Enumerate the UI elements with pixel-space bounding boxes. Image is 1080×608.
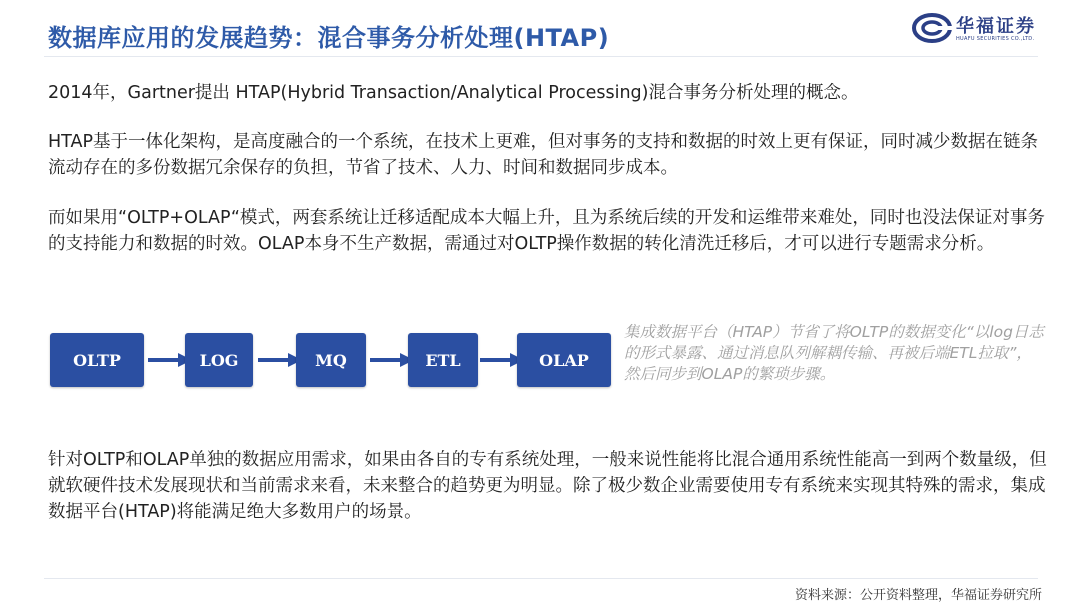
flow-note: 集成数据平台（HTAP）节省了将OLTP的数据变化“以log日志的形式暴露、通过消息队列解耦传输、再被后端ETL拉取”，然后同步到OLAP的繁琐步骤。: [624, 323, 1044, 383]
page-title: 数据库应用的发展趋势：混合事务分析处理(HTAP): [48, 24, 610, 52]
logo-name: 华福证券: [956, 16, 1036, 37]
paragraph-conclusion: 针对OLTP和OLAP单独的数据应用需求，如果由各自的专有系统处理，一般来说性能将比混合通用系统性能高一到两个数量级，但就软硬件技术发展现状和当前需求来看，未来整合的趋势更为明显。除了极少数企业需要使用专有系统来实现其特殊的需求，集成数据平台(HTAP)将能满足绝大多数用户的场景。: [48, 450, 1047, 522]
flow-step-olap: OLAP: [517, 333, 611, 387]
footer-divider: [44, 578, 1038, 579]
source-note: 资料来源：公开资料整理，华福证券研究所: [794, 588, 1042, 603]
logo-subtitle: HUAFU SECURITIES CO.,LTD.: [956, 36, 1035, 42]
company-logo: [912, 12, 1042, 46]
flow-step-oltp: OLTP: [50, 333, 144, 387]
flow-step-etl: ETL: [408, 333, 478, 387]
paragraph-htap: HTAP基于一体化架构，是高度融合的一个系统，在技术上更难，但对事务的支持和数据的时效上更有保证，同时减少数据在链条流动存在的多份数据冗余保存的负担，节省了技术、人力、时间和数据同步成本。: [48, 132, 1039, 178]
header-divider: [44, 56, 1038, 57]
flow-step-mq: MQ: [296, 333, 366, 387]
flow-step-log: LOG: [185, 333, 253, 387]
paragraph-intro: 2014年，Gartner提出 HTAP(Hybrid Transaction/Analytical Processing)混合事务分析处理的概念。: [48, 83, 859, 103]
logo-swirl-icon: [912, 12, 952, 44]
paragraph-oltp-olap: 而如果用“OLTP+OLAP“模式，两套系统让迁移适配成本大幅上升，且为系统后续的开发和运维带来难处，同时也没法保证对事务的支持能力和数据的时效。OLAP本身不生产数据，需通过对OLTP操作数据的转化清洗迁移后，才可以进行专题需求分析。: [48, 208, 1045, 254]
